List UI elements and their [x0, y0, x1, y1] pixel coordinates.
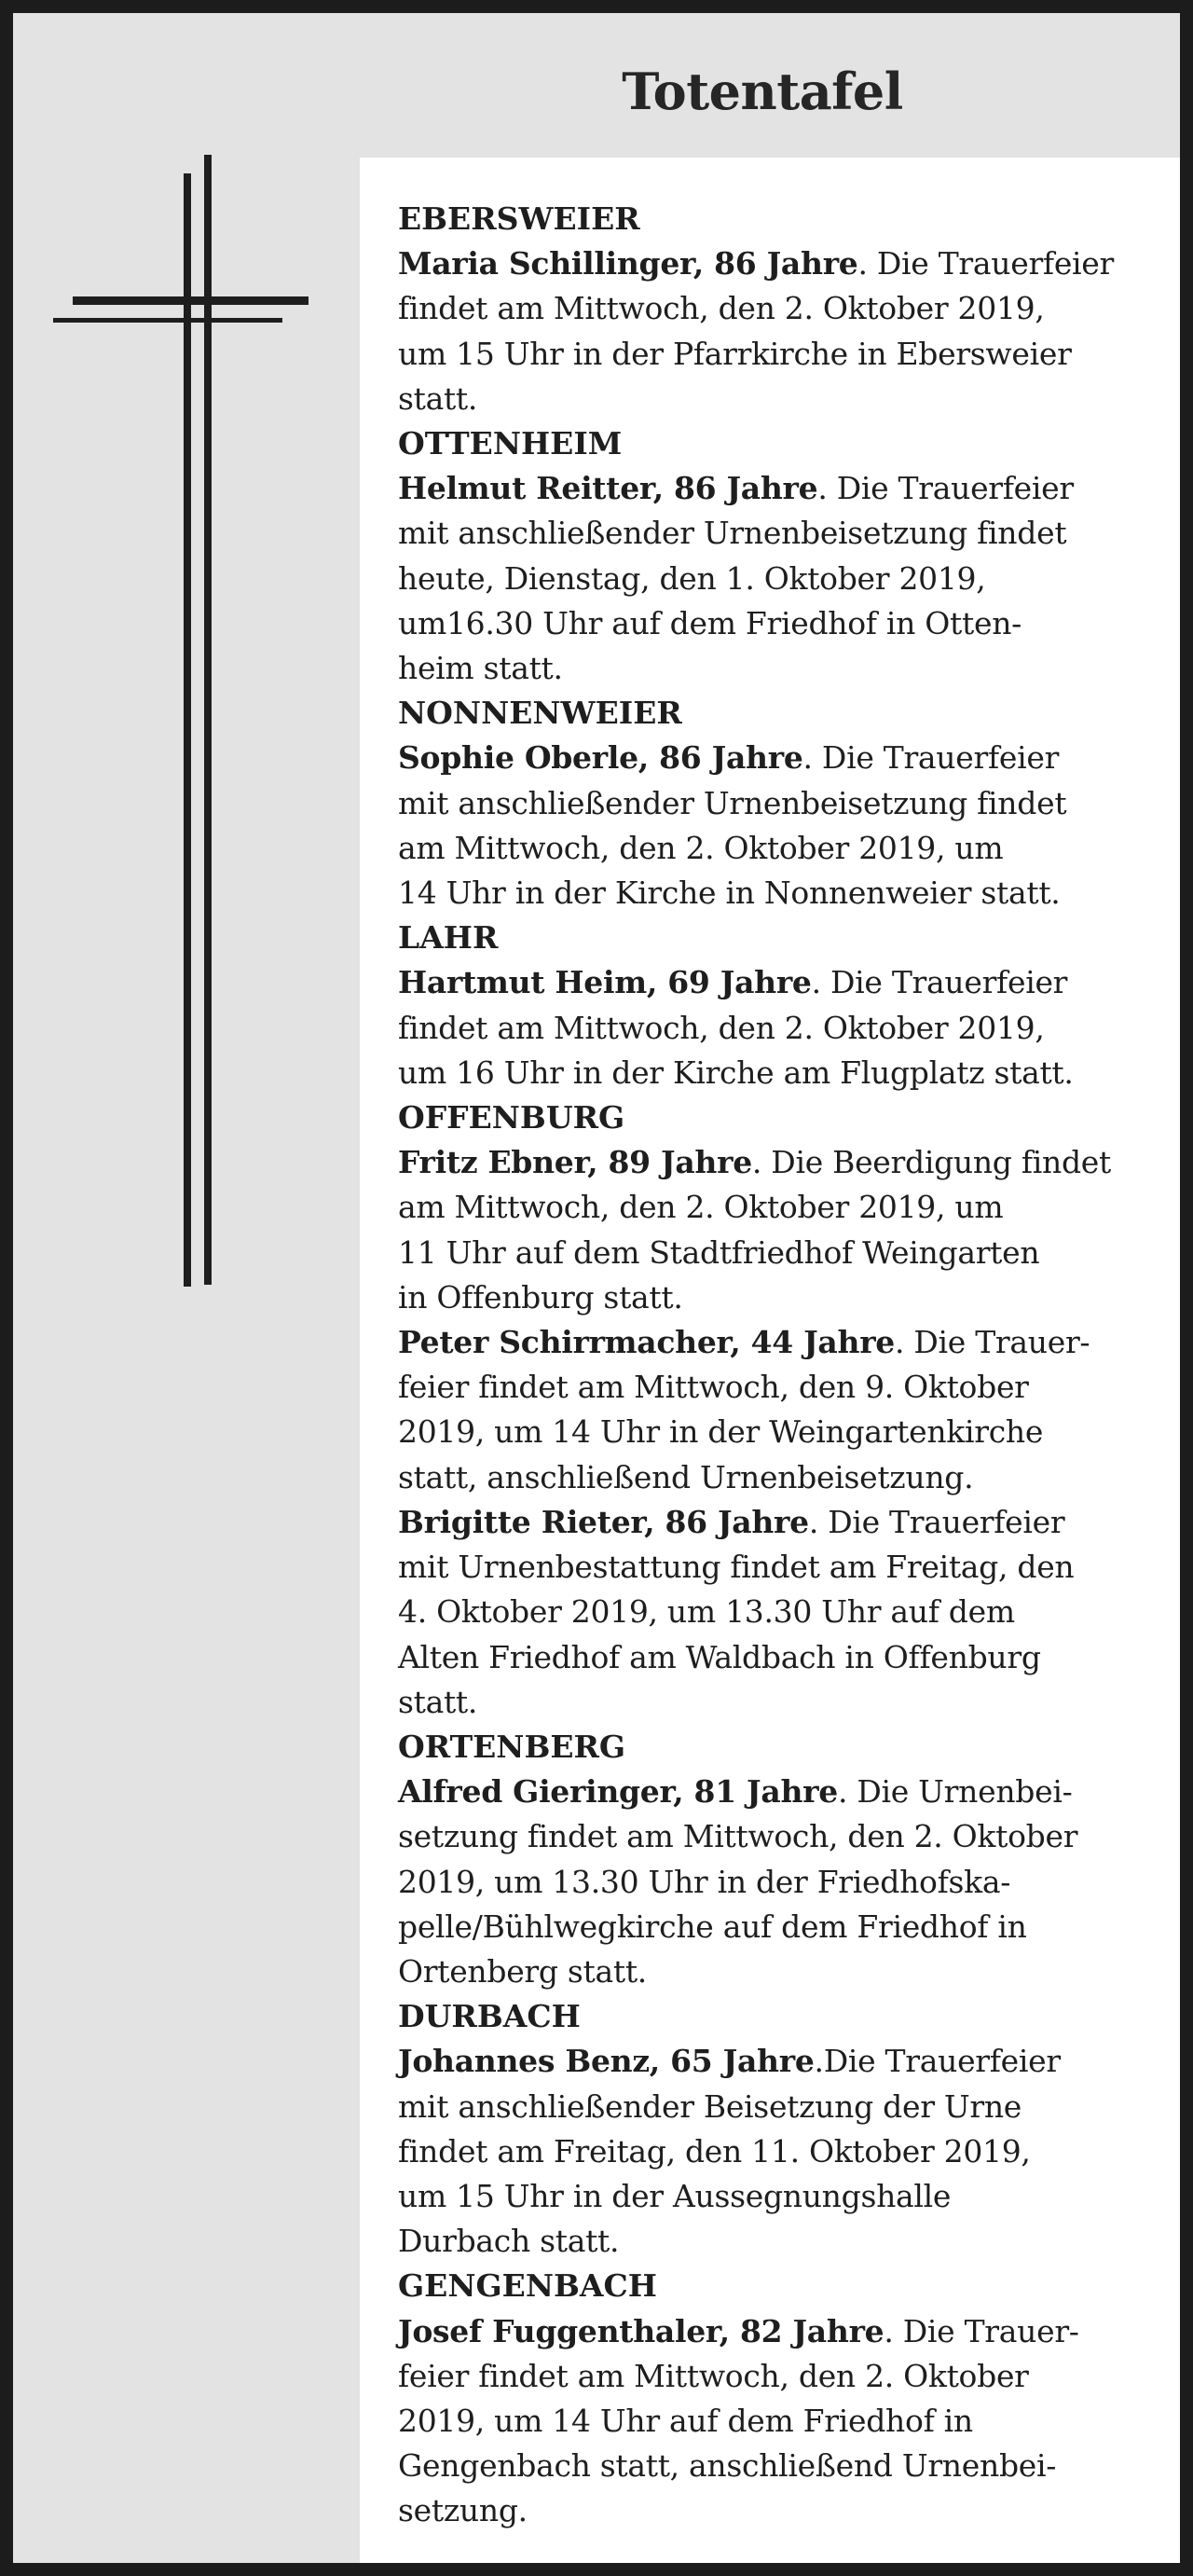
obituary-text-line: mit Urnenbestattung findet am Freitag, den — [398, 1549, 1075, 1586]
obituary-text-line — [398, 960, 1152, 1005]
obituary-text-line — [398, 1140, 1152, 1185]
obituary-entry — [398, 1725, 1152, 1994]
obituary-text-line: am Mittwoch, den 2. Oktober 2019, um — [398, 829, 1004, 866]
place-heading: OTTENHEIM — [398, 425, 623, 462]
obituary-entry — [398, 916, 1152, 1095]
obituary-text-line: um16.30 Uhr auf dem Friedhof in Otten- — [398, 604, 1022, 641]
obituary-text-line: am Mittwoch, den 2. Oktober 2019, um — [398, 1189, 1004, 1226]
obituary-text: .Die Trauerfeier — [814, 2043, 1061, 2080]
obituary-entry — [398, 197, 1152, 421]
obituary-text-line: 4. Oktober 2019, um 13.30 Uhr auf dem — [398, 1593, 1015, 1631]
obituary-text-line: in Offenburg statt. — [398, 1278, 683, 1316]
obituary-text-line: findet am Freitag, den 11. Oktober 2019, — [398, 2132, 1031, 2170]
obituary-text-line: Gengenbach statt, anschließend Urnenbei- — [398, 2447, 1057, 2485]
obituary-text-line: um 16 Uhr in der Kirche am Flugplatz statt. — [398, 1054, 1074, 1091]
obituary-text-line: feier findet am Mittwoch, den 2. Oktober — [398, 2357, 1029, 2394]
deceased-name: Maria Schillinger, 86 Jahre — [398, 245, 858, 282]
obituary-text-line — [398, 1500, 1152, 1545]
obituary-entry — [398, 1320, 1152, 1500]
obituary-text-line — [398, 736, 1152, 780]
obituary-entry — [398, 1095, 1152, 1320]
place-heading: LAHR — [398, 919, 499, 957]
obituary-entry — [398, 1500, 1152, 1725]
obituary-entry — [398, 421, 1152, 691]
obituary-frame — [13, 13, 1180, 2563]
place-heading: EBERSWEIER — [398, 200, 640, 237]
obituary-text: . Die Trauerfeier — [802, 739, 1060, 777]
obituary-text-line: findet am Mittwoch, den 2. Oktober 2019, — [398, 1009, 1045, 1046]
place-heading: OFFENBURG — [398, 1099, 625, 1136]
cross-vertical-bar-right — [204, 155, 212, 1285]
deceased-name: Brigitte Rieter, 86 Jahre — [398, 1503, 809, 1540]
obituary-text-line: mit anschließender Urnenbeisetzung findet — [398, 784, 1067, 821]
obituary-text-line: setzung findet am Mittwoch, den 2. Oktober — [398, 1818, 1078, 1855]
obituary-text-line: heute, Dienstag, den 1. Oktober 2019, — [398, 559, 986, 597]
obituary-text-line: 11 Uhr auf dem Stadtfriedhof Weingarten — [398, 1233, 1040, 1271]
obituary-text-line: 2019, um 13.30 Uhr in der Friedhofska- — [398, 1863, 1011, 1900]
page-title: Totentafel — [622, 62, 903, 121]
obituary-text-line — [398, 2309, 1152, 2354]
deceased-name: Johannes Benz, 65 Jahre — [398, 2043, 815, 2080]
obituary-entry — [398, 691, 1152, 916]
obituary-text: . Die Trauerfeier — [811, 964, 1068, 1001]
obituary-text-line: Durbach statt. — [398, 2223, 620, 2260]
obituary-text: . Die Trauerfeier — [808, 1503, 1065, 1540]
obituary-text-line — [398, 241, 1152, 286]
obituary-text-line: mit anschließender Beisetzung der Urne — [398, 2087, 1022, 2125]
place-heading: ORTENBERG — [398, 1728, 626, 1765]
place-heading: DURBACH — [398, 1998, 581, 2035]
deceased-name: Sophie Oberle, 86 Jahre — [398, 739, 803, 777]
obituary-entry — [398, 2264, 1152, 2533]
obituary-text-line: statt. — [398, 1683, 478, 1720]
deceased-name: Peter Schirrmacher, 44 Jahre — [398, 1324, 895, 1361]
obituary-text-line: um 15 Uhr in der Aussegnungshalle — [398, 2177, 952, 2214]
obituary-text-line: mit anschließender Urnenbeisetzung findet — [398, 515, 1067, 552]
obituary-text-line: statt. — [398, 379, 478, 417]
obituary-text: . Die Urnenbei- — [837, 1773, 1073, 1811]
obituary-text-line — [398, 1320, 1152, 1365]
obituary-text-line: um 15 Uhr in der Pfarrkirche in Ebersweier — [398, 335, 1072, 372]
obituary-text: . Die Trauer- — [895, 1324, 1090, 1361]
cross-vertical-bar-left — [184, 173, 191, 1287]
obituary-text-line: Ortenberg statt. — [398, 1952, 647, 1990]
obituary-entry — [398, 1994, 1152, 2264]
deceased-name: Fritz Ebner, 89 Jahre — [398, 1144, 752, 1181]
obituary-text-line: heim statt. — [398, 650, 563, 687]
obituary-list — [360, 158, 1180, 2563]
obituary-text: . Die Beerdigung findet — [751, 1144, 1111, 1181]
obituary-text-line: 14 Uhr in der Kirche in Nonnenweier statt. — [398, 875, 1061, 912]
obituary-text-line: setzung. — [398, 2492, 528, 2529]
obituary-text: . Die Trauer- — [884, 2312, 1079, 2349]
cross-horizontal-bar-bottom — [53, 318, 282, 323]
place-heading: NONNENWEIER — [398, 695, 682, 732]
obituary-text-line: statt, anschließend Urnenbeisetzung. — [398, 1458, 974, 1495]
obituary-text-line: 2019, um 14 Uhr auf dem Friedhof in — [398, 2402, 973, 2439]
deceased-name: Hartmut Heim, 69 Jahre — [398, 964, 812, 1001]
cross-horizontal-bar-top — [73, 296, 309, 305]
deceased-name: Alfred Gieringer, 81 Jahre — [398, 1773, 838, 1811]
obituary-text-line: feier findet am Mittwoch, den 9. Oktober — [398, 1369, 1029, 1406]
deceased-name: Helmut Reitter, 86 Jahre — [398, 470, 818, 507]
place-heading: GENGENBACH — [398, 2267, 657, 2305]
deceased-name: Josef Fuggenthaler, 82 Jahre — [398, 2312, 884, 2349]
obituary-text-line — [398, 2039, 1152, 2084]
obituary-text: . Die Trauerfeier — [817, 470, 1074, 507]
obituary-text-line: Alten Friedhof am Waldbach in Offenburg — [398, 1638, 1041, 1675]
obituary-text-line: findet am Mittwoch, den 2. Oktober 2019, — [398, 290, 1045, 327]
obituary-text-line: 2019, um 14 Uhr in der Weingartenkirche — [398, 1413, 1044, 1451]
obituary-text-line — [398, 1770, 1152, 1814]
obituary-text-line — [398, 466, 1152, 511]
obituary-text: . Die Trauerfeier — [857, 245, 1115, 282]
obituary-text-line: pelle/Bühlwegkirche auf dem Friedhof in — [398, 1908, 1027, 1945]
